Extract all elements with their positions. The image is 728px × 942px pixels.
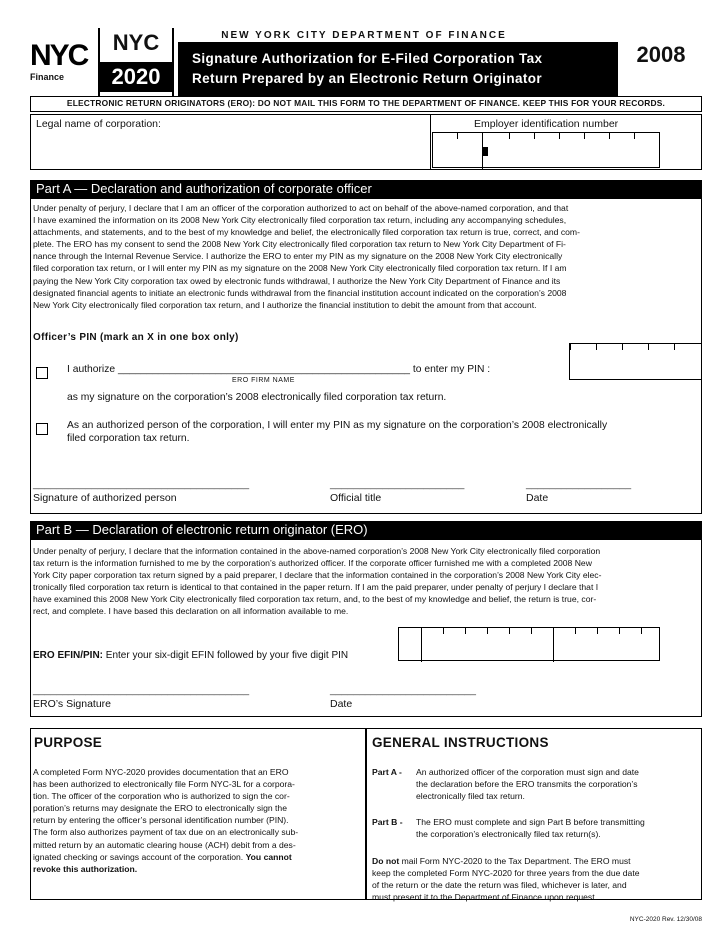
part-b-instr-label: Part B -	[372, 817, 403, 827]
part-a-instr-label: Part A -	[372, 767, 402, 777]
logo-sub: Finance	[30, 72, 65, 82]
form-prefix: NYC	[112, 30, 160, 55]
part-b-declaration	[33, 545, 699, 618]
purpose-bold-2: revoke this authorization.	[33, 863, 138, 874]
ero-signature-label: ERO’s Signature	[33, 698, 112, 710]
ero-efin-label-bold: ERO EFIN/PIN:	[33, 650, 104, 661]
officer-signature-line[interactable]: _____________________________________	[33, 478, 250, 490]
ero-efin-label	[33, 650, 348, 661]
corp-name-field[interactable]	[180, 130, 425, 166]
part-a-line: attachments, and statements, and to the best of my knowledge and belief, the electronically filed corporation tax return is true, correct, and com-	[33, 227, 580, 238]
ero-signature-line[interactable]: _____________________________________	[33, 684, 250, 696]
ero-efin-label-text: Enter your six-digit EFIN followed by your five digit PIN	[105, 650, 349, 661]
do-not-mail-line: keep the completed Form NYC-2020 for three years from the due date	[372, 868, 640, 879]
option-ero-line-2: as my signature on the corporation’s 2008 electronically filed corporation tax return.	[67, 392, 447, 403]
officer-signature-label: Signature of authorized person	[33, 492, 177, 504]
tax-year: 2008	[636, 42, 686, 67]
ero-date-label: Date	[330, 698, 353, 710]
purpose-heading: PURPOSE	[34, 735, 103, 750]
form-title	[178, 42, 618, 96]
option-ero-suffix: to enter my PIN :	[412, 364, 491, 375]
official-title-label: Official title	[330, 492, 382, 504]
part-a-line: paying the New York City corporation tax owed by electronic funds withdrawal, I authorize the New York City Department of Finance and its	[33, 275, 561, 286]
official-title-line[interactable]: _______________________	[330, 478, 465, 490]
officer-date-line[interactable]: __________________	[526, 478, 632, 490]
part-a-line: New York City electronically filed corporation tax return, and I authorize the financial institution to debit the amount from that account.	[33, 299, 537, 310]
ero-notice: ELECTRONIC RETURN ORIGINATORS (ERO): DO NOT MAIL THIS FORM TO THE DEPARTMENT OF FINANCE. KEEP THIS FOR YOUR RECORDS.	[30, 96, 702, 112]
officer-date-label: Date	[526, 492, 549, 504]
logo-text: NYC	[30, 39, 88, 72]
purpose-line: ignated checking or savings account of the corporation.	[33, 851, 244, 862]
corp-name-label: Legal name of corporation:	[36, 118, 161, 130]
part-b-line: tronically filed corporation tax return is identical to that contained in the paper return. If I am the paid preparer, under penalty of perjury I declare that I	[33, 582, 599, 593]
purpose-line: has been authorized to electronically file Form NYC-3L for a corpora-	[33, 779, 295, 790]
do-not-bold: Do not	[372, 856, 400, 866]
form-number-block	[98, 28, 174, 96]
part-b-line: have examined this 2008 New York City electronically filed corporation tax return, and, to the best of my knowledge and belief, the return is true, cor-	[33, 594, 597, 605]
purpose-line: return by entering the officer’s personal identification number (PIN).	[33, 815, 289, 826]
purpose-line: A completed Form NYC-2020 provides documentation that an ERO	[33, 767, 289, 777]
ein-hyphen	[483, 147, 488, 156]
part-a-instructions	[416, 766, 698, 802]
part-a-line: Under penalty of perjury, I declare that I am an officer of the corporation authorized to act on behalf of the above-named corporation, and that	[33, 203, 569, 213]
general-instructions-heading: GENERAL INSTRUCTIONS	[372, 735, 549, 750]
purpose-bold-1: You cannot	[245, 851, 292, 862]
title-line-1: Signature Authorization for E-Filed Corporation Tax	[192, 51, 543, 66]
do-not-mail-line: must present it to the Department of Finance upon request.	[372, 892, 597, 903]
purpose-line: tion. The officer of the corporation who is authorized to sign the cor-	[33, 791, 290, 802]
part-b-line: Under penalty of perjury, I declare that the information contained in the above-named corporation’s 2008 New York City electronically filed corporation	[33, 546, 601, 556]
do-not-mail-line: mail Form NYC-2020 to the Tax Department. The ERO must	[401, 856, 631, 866]
form-number: 2020	[100, 62, 172, 92]
purpose-line-with-bold	[33, 851, 355, 863]
part-a-instr-line: the declaration before the ERO transmits the corporation’s	[416, 779, 638, 790]
option-self-enter-checkbox[interactable]	[36, 423, 48, 435]
part-a-line: nance through the Internal Revenue Service. I authorize the ERO to enter my PIN as my signature on the 2008 New York City electronically	[33, 251, 563, 262]
part-a-declaration	[33, 202, 699, 311]
purpose-line: The form also authorizes payment of tax due on an electronically sub-	[33, 827, 299, 838]
part-b-line: tax return is the information furnished to me by the corporation’s authorized officer. If the corporate officer furnished me with a completed 2008 New	[33, 558, 592, 569]
part-a-line: filed corporation tax return, or I will enter my PIN as my signature on the 2008 New York City electronically filed corporation tax return. If I am	[33, 263, 567, 274]
ero-efin-pin-field[interactable]	[398, 627, 660, 661]
ero-firm-name-blank[interactable]: ___________________________________________________	[117, 364, 411, 375]
instructions-divider	[365, 728, 367, 900]
part-a-instr-line: An authorized officer of the corporation must sign and date	[416, 767, 639, 777]
part-a-line: I have examined the information on its 2008 New York City electronically filed corporation tax return, including any accompanying schedules,	[33, 215, 567, 226]
option-ero-prefix: I authorize	[67, 364, 116, 375]
option-self-line-1: As an authorized person of the corporation, I will enter my PIN as my signature on the corporation’s 2008 electronically	[67, 420, 608, 431]
ein-divider	[430, 114, 431, 170]
do-not-mail-line: of the return or the date the return was filed, whichever is later, and	[372, 880, 627, 891]
purpose-text	[33, 766, 355, 875]
part-b-instr-line: The ERO must complete and sign Part B before transmitting	[416, 817, 645, 827]
ein-label: Employer identification number	[474, 118, 619, 130]
purpose-line: poration’s returns may designate the ERO to electronically sign the	[33, 803, 287, 814]
purpose-line: mitted return by an automatic clearing house (ACH) debit from a des-	[33, 839, 296, 850]
part-a-heading: Part A — Declaration and authorization of corporate officer	[30, 180, 702, 198]
part-b-instr-line: the corporation’s electronically filed tax return(s).	[416, 829, 601, 840]
part-a-instr-line: electronically filed tax return.	[416, 791, 525, 802]
ein-field[interactable]	[432, 132, 660, 168]
part-b-heading: Part B — Declaration of electronic return originator (ERO)	[30, 521, 702, 539]
ero-date-line[interactable]: _________________________	[330, 684, 476, 696]
part-a-line: plete. The ERO has my consent to send the 2008 New York City electronically filed corporation tax return to New York City Department of Fi-	[33, 239, 566, 250]
option-ero-authorize-checkbox[interactable]	[36, 367, 48, 379]
ero-firm-name-caption: ERO FIRM NAME	[232, 377, 295, 384]
part-b-instructions	[416, 816, 698, 840]
part-b-line: rect, and complete. I have based this declaration on all information available to me.	[33, 606, 349, 617]
title-line-2: Return Prepared by an Electronic Return Originator	[192, 71, 543, 86]
nyc-finance-logo	[30, 39, 94, 94]
option-ero-line	[67, 364, 490, 375]
do-not-mail-instructions	[372, 855, 698, 903]
officer-pin-field[interactable]	[569, 343, 701, 380]
part-b-line: York City paper corporation tax return signed by a paid preparer, I declare that the information contained in the corporation’s 2008 New York City elec-	[33, 570, 602, 581]
form-revision-footer: NYC-2020 Rev. 12/30/08	[629, 916, 702, 923]
officer-pin-label: Officer’s PIN (mark an X in one box only)	[33, 332, 239, 343]
option-self-line-2: filed corporation tax return.	[67, 433, 190, 444]
department-name: NEW YORK CITY DEPARTMENT OF FINANCE	[221, 30, 507, 41]
part-a-line: designated financial agents to initiate an electronic funds withdrawal from the financial institution account indicated on the corporation’s 2008	[33, 287, 567, 298]
